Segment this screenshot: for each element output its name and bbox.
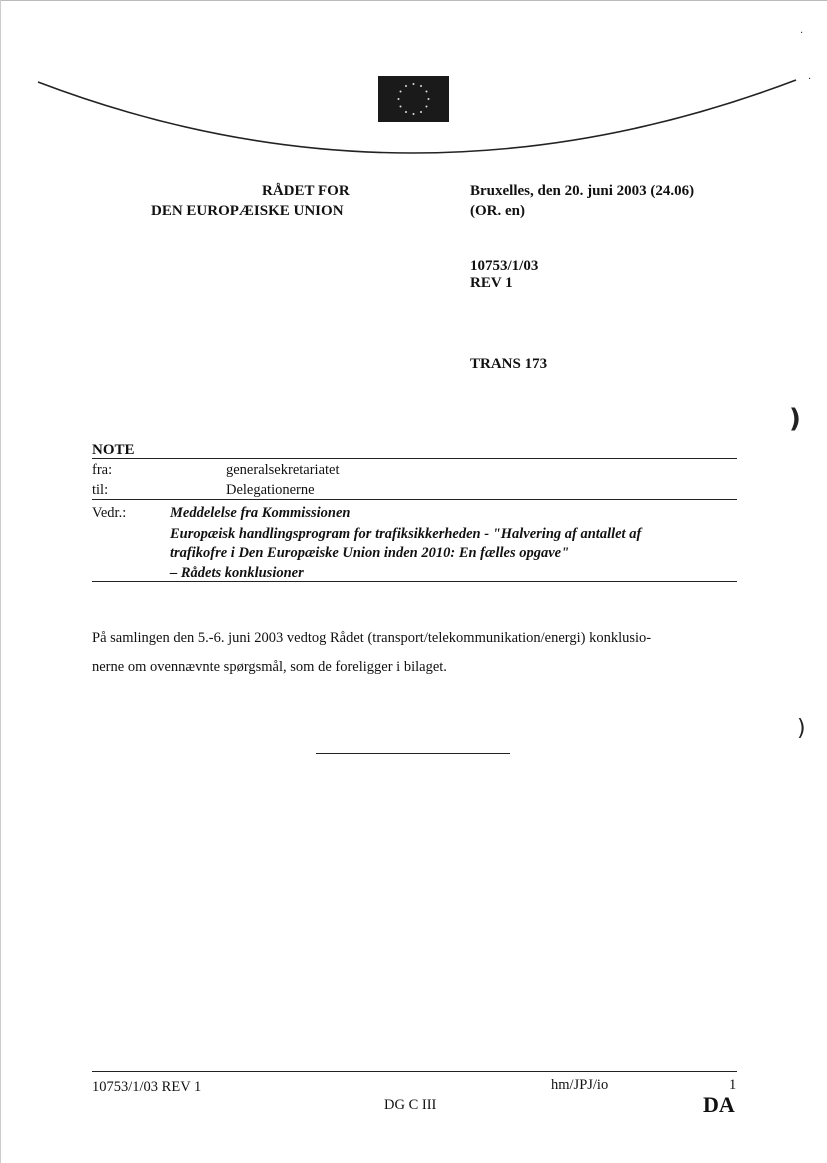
emblem-star — [413, 83, 415, 85]
eu-flag-icon — [378, 76, 449, 122]
subject-line-1: Meddelelse fra Kommissionen — [170, 505, 351, 521]
footer-page-number: 1 — [729, 1077, 737, 1093]
from-value: generalsekretariatet — [226, 462, 340, 478]
emblem-star — [405, 111, 407, 113]
subject-label: Vedr.: — [92, 505, 127, 521]
to-label: til: — [92, 482, 109, 498]
emblem-star — [405, 85, 407, 87]
emblem-star — [425, 91, 427, 93]
subject-line-3: trafikofre i Den Europæiske Union inden 2010: En fælles opgave" — [170, 545, 570, 561]
page-left-edge — [0, 0, 1, 1163]
emblem-star — [420, 85, 422, 87]
note-heading: NOTE — [92, 442, 135, 458]
footer-initials: hm/JPJ/io — [551, 1077, 609, 1093]
body-line-1: På samlingen den 5.-6. juni 2003 vedtog Rådet (transport/telekommunikation/energi) konklusio- — [92, 630, 652, 646]
scan-dot-mark: · — [808, 74, 812, 85]
recipients-rule — [92, 499, 737, 500]
footer-language-code: DA — [703, 1092, 735, 1117]
punch-hole-mark: ) — [789, 404, 801, 434]
subject-line-4: – Rådets konklusioner — [170, 565, 304, 581]
emblem-star — [400, 106, 402, 108]
classification-code: TRANS 173 — [470, 356, 548, 372]
emblem-star — [420, 111, 422, 113]
emblem-star — [398, 98, 400, 100]
document-number: 10753/1/03 — [470, 258, 539, 274]
to-value: Delegationerne — [226, 482, 315, 498]
revision-label: REV 1 — [470, 275, 513, 291]
end-separator — [316, 753, 510, 754]
from-label: fra: — [92, 462, 113, 478]
council-name-line1: RÅDET FOR — [262, 183, 350, 199]
scan-dot-mark: · — [800, 28, 804, 39]
emblem-star — [413, 113, 415, 115]
council-name-line2: DEN EUROPÆISKE UNION — [151, 203, 344, 219]
footer-directorate: DG C III — [384, 1097, 437, 1113]
eu-emblem — [378, 76, 449, 122]
punch-hole-mark: ) — [797, 716, 806, 741]
emblem-star — [425, 106, 427, 108]
note-bottom-rule — [92, 581, 737, 582]
footer-rule — [92, 1071, 737, 1072]
emblem-star — [428, 98, 430, 100]
date-line: Bruxelles, den 20. juni 2003 (24.06) — [470, 183, 695, 199]
note-top-rule — [92, 458, 737, 459]
original-language: (OR. en) — [470, 203, 525, 219]
body-line-2: nerne om ovennævnte spørgsmål, som de foreligger i bilaget. — [92, 659, 447, 675]
emblem-star — [400, 91, 402, 93]
subject-line-2: Europæisk handlingsprogram for trafiksikkerheden - "Halvering af antallet af — [170, 526, 642, 542]
footer-doc-ref: 10753/1/03 REV 1 — [92, 1079, 202, 1095]
